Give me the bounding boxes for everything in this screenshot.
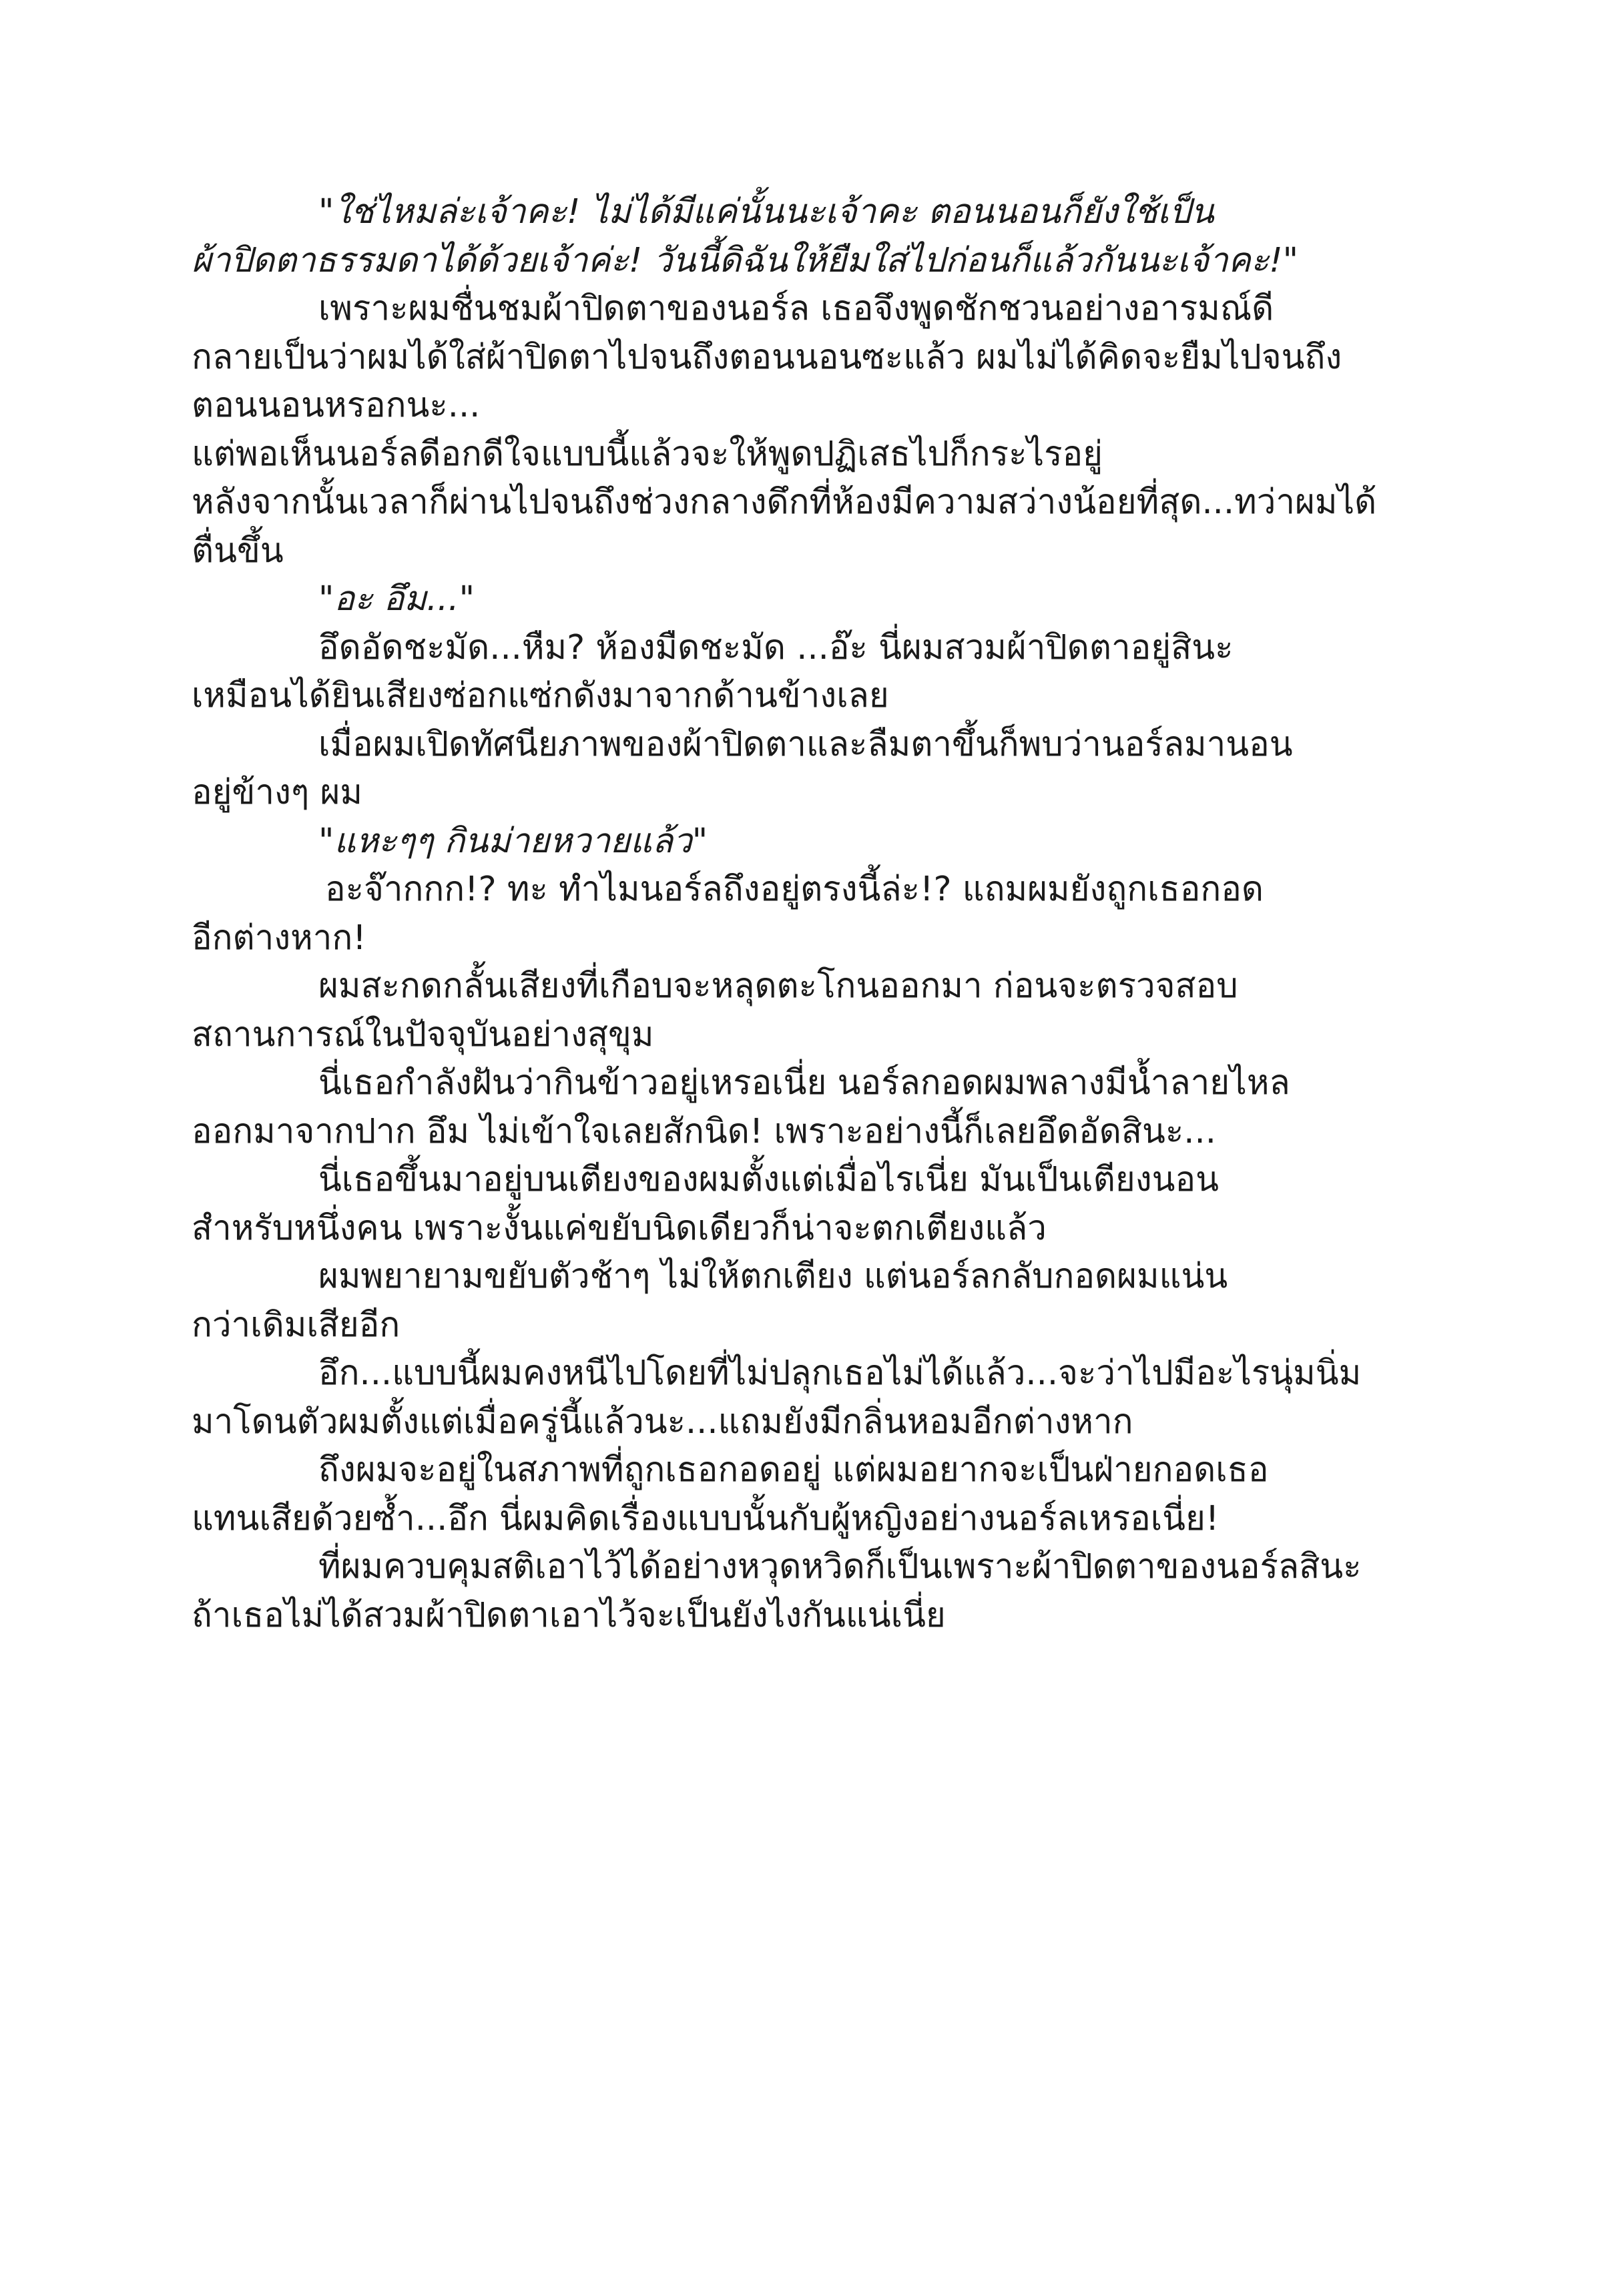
text-line: อีกต่างหาก!	[192, 918, 366, 958]
text-line: สถานการณ์ในปัจจุบันอย่างสุขุม	[192, 1015, 654, 1055]
dialogue-line: "ใช่ไหมล่ะเจ้าคะ! ไม่ได้มีแค่นั้นนะเจ้าคะ ตอนนอนก็ยังใช้เป็น	[318, 192, 1214, 232]
text-line: อึดอัดชะมัด...หืม? ห้องมืดชะมัด ...อ๊ะ นี่ผมสวมผ้าปิดตาอยู่สินะ	[318, 627, 1234, 667]
text-line: กว่าเดิมเสียอีก	[192, 1305, 400, 1345]
text-line: หลังจากนั้นเวลาก็ผ่านไปจนถึงช่วงกลางดึกที่ห้องมีความสว่างน้อยที่สุด...ทว่าผมได้	[192, 483, 1377, 522]
text-line: นี่เธอกำลังฝันว่ากินข้าวอยู่เหรอเนี่ย นอร์ลกอดผมพลางมีน้ำลายไหล	[318, 1063, 1290, 1103]
text-line: ถ้าเธอไม่ได้สวมผ้าปิดตาเอาไว้จะเป็นยังไงกันแน่เนี่ย	[192, 1595, 946, 1635]
dialogue-line: "อะ อึม..."	[318, 579, 475, 619]
text-line: แทนเสียด้วยซ้ำ...อึก นี่ผมคิดเรื่องแบบนั้นกับผู้หญิงอย่างนอร์ลเหรอเนี่ย!	[192, 1498, 1220, 1538]
body-text	[192, 188, 1420, 1640]
dialogue-line: "แหะๆๆ กินม่ายหวายแล้ว"	[318, 821, 708, 861]
text-line: อะจ๊ากกก!? ทะ ทำไมนอร์ลถึงอยู่ตรงนี้ล่ะ!? แถมผมยังถูกเธอกอด	[325, 870, 1264, 909]
text-line: มาโดนตัวผมตั้งแต่เมื่อครู่นี้แล้วนะ...แถมยังมีกลิ่นหอมอีกต่างหาก	[192, 1402, 1133, 1442]
text-line: ตอนนอนหรอกนะ...	[192, 386, 481, 425]
text-line: กลายเป็นว่าผมได้ใส่ผ้าปิดตาไปจนถึงตอนนอนซะแล้ว ผมไม่ได้คิดจะยืมไปจนถึง	[192, 337, 1342, 377]
dialogue-line: ผ้าปิดตาธรรมดาได้ด้วยเจ้าค่ะ! วันนี้ดิฉันให้ยืมใส่ไปก่อนก็แล้วกันนะเจ้าคะ!"	[192, 240, 1299, 280]
text-line: อยู่ข้างๆ ผม	[192, 773, 363, 812]
text-line: สำหรับหนึ่งคน เพราะงั้นแค่ขยับนิดเดียวก็น่าจะตกเตียงแล้ว	[192, 1208, 1047, 1248]
text-line: นี่เธอขึ้นมาอยู่บนเตียงของผมตั้งแต่เมื่อไรเนี่ย มันเป็นเตียงนอน	[318, 1160, 1219, 1199]
text-line: ผมสะกดกลั้นเสียงที่เกือบจะหลุดตะโกนออกมา ก่อนจะตรวจสอบ	[318, 966, 1238, 1006]
text-line: ผมพยายามขยับตัวช้าๆ ไม่ให้ตกเตียง แต่นอร์ลกลับกอดผมแน่น	[318, 1257, 1228, 1296]
text-line: เพราะผมชื่นชมผ้าปิดตาของนอร์ล เธอจึงพูดชักชวนอย่างอารมณ์ดี	[318, 289, 1274, 328]
text-line: เมื่อผมเปิดทัศนียภาพของผ้าปิดตาและลืมตาขึ้นก็พบว่านอร์ลมานอน	[318, 724, 1293, 764]
text-line: อึก...แบบนี้ผมคงหนีไปโดยที่ไม่ปลุกเธอไม่ได้แล้ว...จะว่าไปมีอะไรนุ่มนิ่ม	[318, 1354, 1362, 1393]
text-line: ที่ผมควบคุมสติเอาไว้ได้อย่างหวุดหวิดก็เป็นเพราะผ้าปิดตาของนอร์ลสินะ	[318, 1547, 1362, 1587]
text-line: ออกมาจากปาก อึม ไม่เข้าใจเลยสักนิด! เพราะอย่างนี้ก็เลยอึดอัดสินะ...	[192, 1111, 1216, 1151]
text-line: เหมือนได้ยินเสียงซ่อกแซ่กดังมาจากด้านข้างเลย	[192, 676, 889, 715]
text-line: แต่พอเห็นนอร์ลดีอกดีใจแบบนี้แล้วจะให้พูดปฏิเสธไปก็กระไรอยู่	[192, 434, 1103, 474]
text-line: ถึงผมจะอยู่ในสภาพที่ถูกเธอกอดอยู่ แต่ผมอยากจะเป็นฝ่ายกอดเธอ	[318, 1450, 1269, 1490]
text-line: ตื่นขึ้น	[192, 531, 284, 571]
